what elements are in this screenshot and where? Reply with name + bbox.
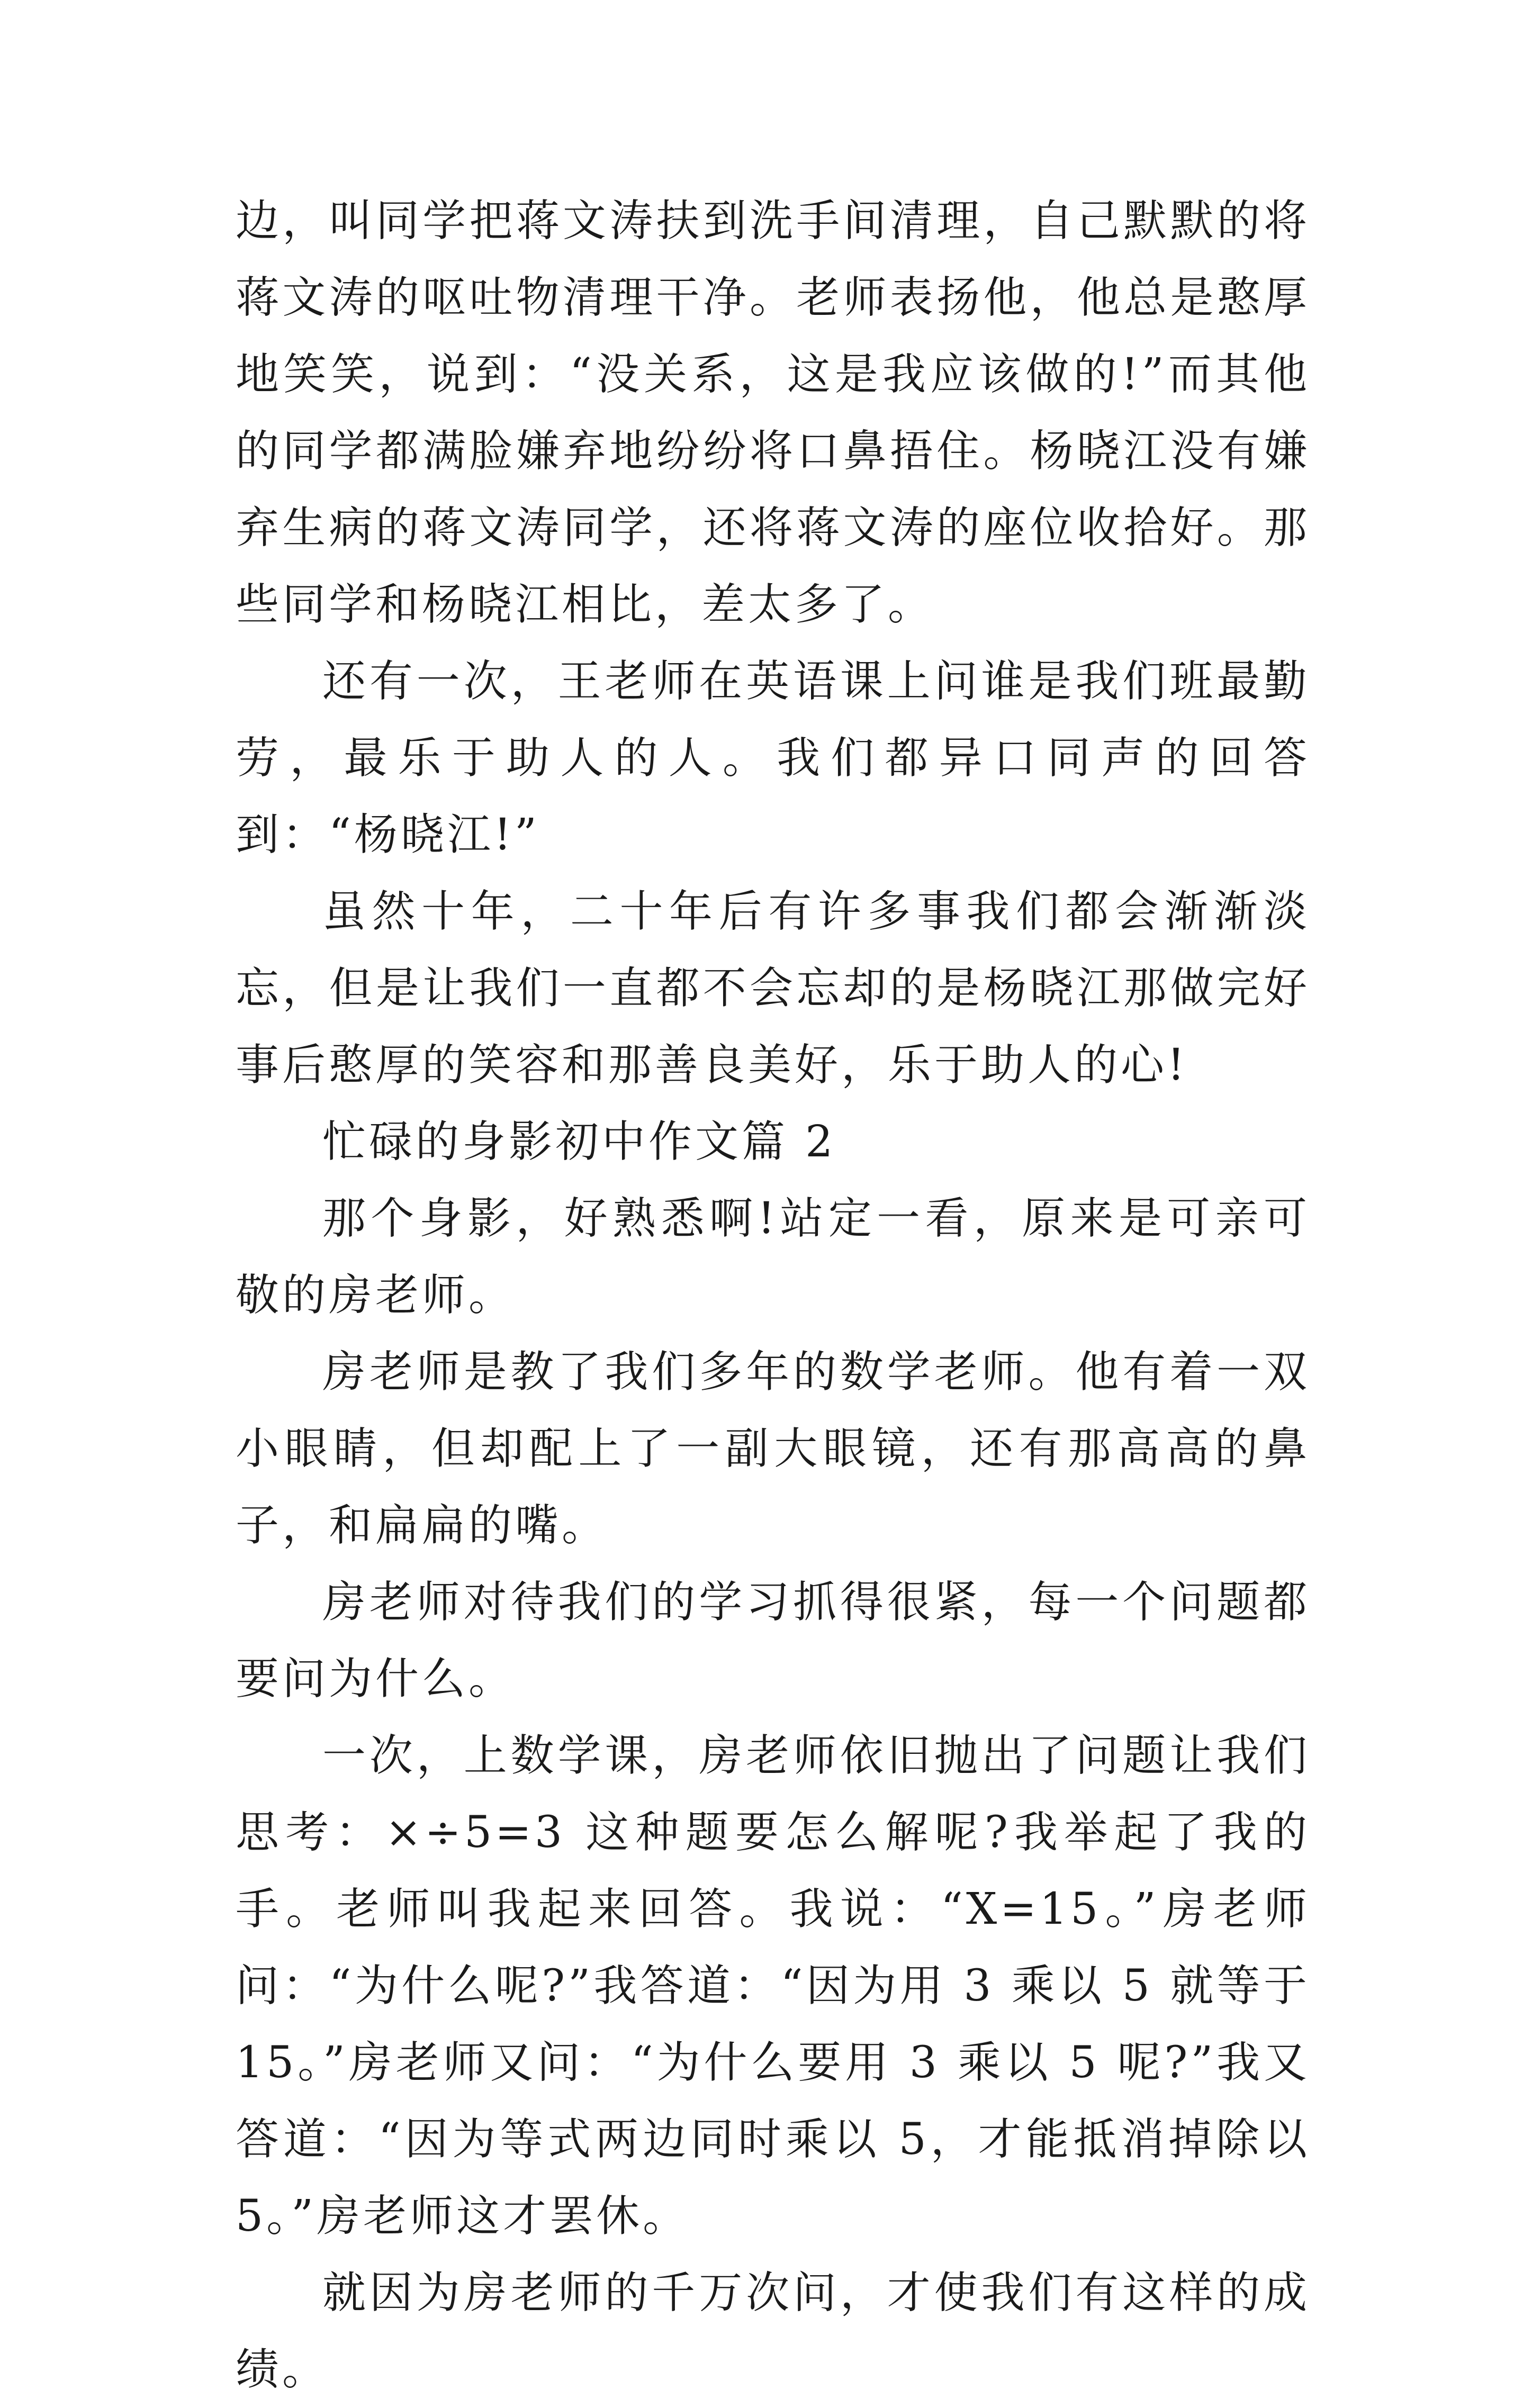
paragraph-3: 虽然十年，二十年后有许多事我们都会渐渐淡忘，但是让我们一直都不会忘却的是杨晓江那做完好事后憨厚的笑容和那善良美好，乐于助人的心! — [236, 886, 1310, 1090]
paragraph-7: 一次，上数学课，房老师依旧抛出了问题让我们思考：×÷5=3 这种题要怎么解呢?我举起了我的手。老师叫我起来回答。我说：“X=15。”房老师问：“为什么呢?”我答道：“因为用 3 乘以 5 就等于 15。”房老师又问：“为什么要用 3 乘以 5 呢?”我又答道：“因为等式两边同时乘以 5，才能抵消掉除以 5。”房老师这才罢休。 — [236, 1731, 1310, 2241]
paragraph-6: 房老师对待我们的学习抓得很紧，每一个问题都要问为什么。 — [236, 1577, 1310, 1704]
paragraph-5: 房老师是教了我们多年的数学老师。他有着一双小眼睛，但却配上了一副大眼镜，还有那高高的鼻子，和扁扁的嘴。 — [236, 1347, 1310, 1551]
paragraph-2: 还有一次，王老师在英语课上问谁是我们班最勤劳，最乐于助人的人。我们都异口同声的回答到：“杨晓江!” — [236, 656, 1310, 860]
paragraph-8: 就因为房老师的千万次问，才使我们有这样的成绩。 — [236, 2268, 1310, 2395]
paragraph-1: 边，叫同学把蒋文涛扶到洗手间清理，自己默默的将蒋文涛的呕吐物清理干净。老师表扬他，他总是憨厚地笑笑，说到：“没关系，这是我应该做的!”而其他的同学都满脸嫌弃地纷纷将口鼻捂住。杨晓江没有嫌弃生病的蒋文涛同学，还将蒋文涛的座位收拾好。那些同学和杨晓江相比，差太多了。 — [236, 196, 1310, 630]
paragraph-4: 那个身影，好熟悉啊!站定一看，原来是可亲可敬的房老师。 — [236, 1193, 1310, 1320]
document-body — [236, 183, 1310, 2408]
section-heading: 忙碌的身影初中作文篇 2 — [322, 1117, 836, 1167]
